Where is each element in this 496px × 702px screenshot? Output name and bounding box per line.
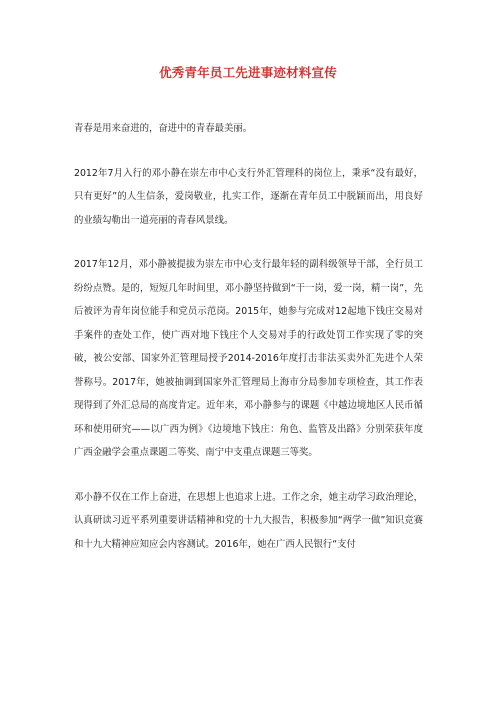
document-title: 优秀青年员工先进事迹材料宣传 [159, 65, 337, 80]
paragraph-1: 青春是用来奋进的，奋进中的青春最美丽。 [74, 123, 253, 134]
paragraph-4: 邓小静不仅在工作上奋进，在思想上也追求上进。工作之余，她主动学习政治理论，认真研读习近平系列重要讲话精神和党的十九大报告，积极参加“两学一做”知识竞赛和十九大精神应知应会内容测试。2016年，她在广西人民银行“支付 [74, 491, 423, 550]
paragraph-2: 2012年7月入行的邓小静在崇左市中心支行外汇管理科的岗位上，秉承“没有最好，只有更好”的人生信条，爱岗敬业，扎实工作，逐渐在青年员工中脱颖而出，用良好的业绩勾勒出一道亮丽的青春风景线。 [74, 167, 423, 226]
paragraph-3: 2017年12月，邓小静被提拔为崇左市中心支行最年轻的副科级领导干部，全行员工纷纷点赞。是的，短短几年时间里，邓小静坚持做到“干一岗，爱一岗，精一岗”，先后被评为青年岗位能手和党员示范岗。2015年，她参与完成对12起地下钱庄交易对手案件的查处工作，使广西对地下钱庄个人交易对手的行政处罚工作实现了零的突破，被公安部、国家外汇管理局授予2014-2016年度打击非法买卖外汇先进个人荣誉称号。2017年，她被抽调到国家外汇管理局上海市分局参加专项检查，其工作表现得到了外汇总局的高度肯定。近年来，邓小静参与的课题《中越边境地区人民币循环和使用研究——以广西为例》《边境地下钱庄：角色、监管及出路》分别荣获年度广西金融学会重点课题二等奖、南宁中支重点课题三等奖。 [74, 259, 423, 458]
document-body [74, 117, 423, 556]
